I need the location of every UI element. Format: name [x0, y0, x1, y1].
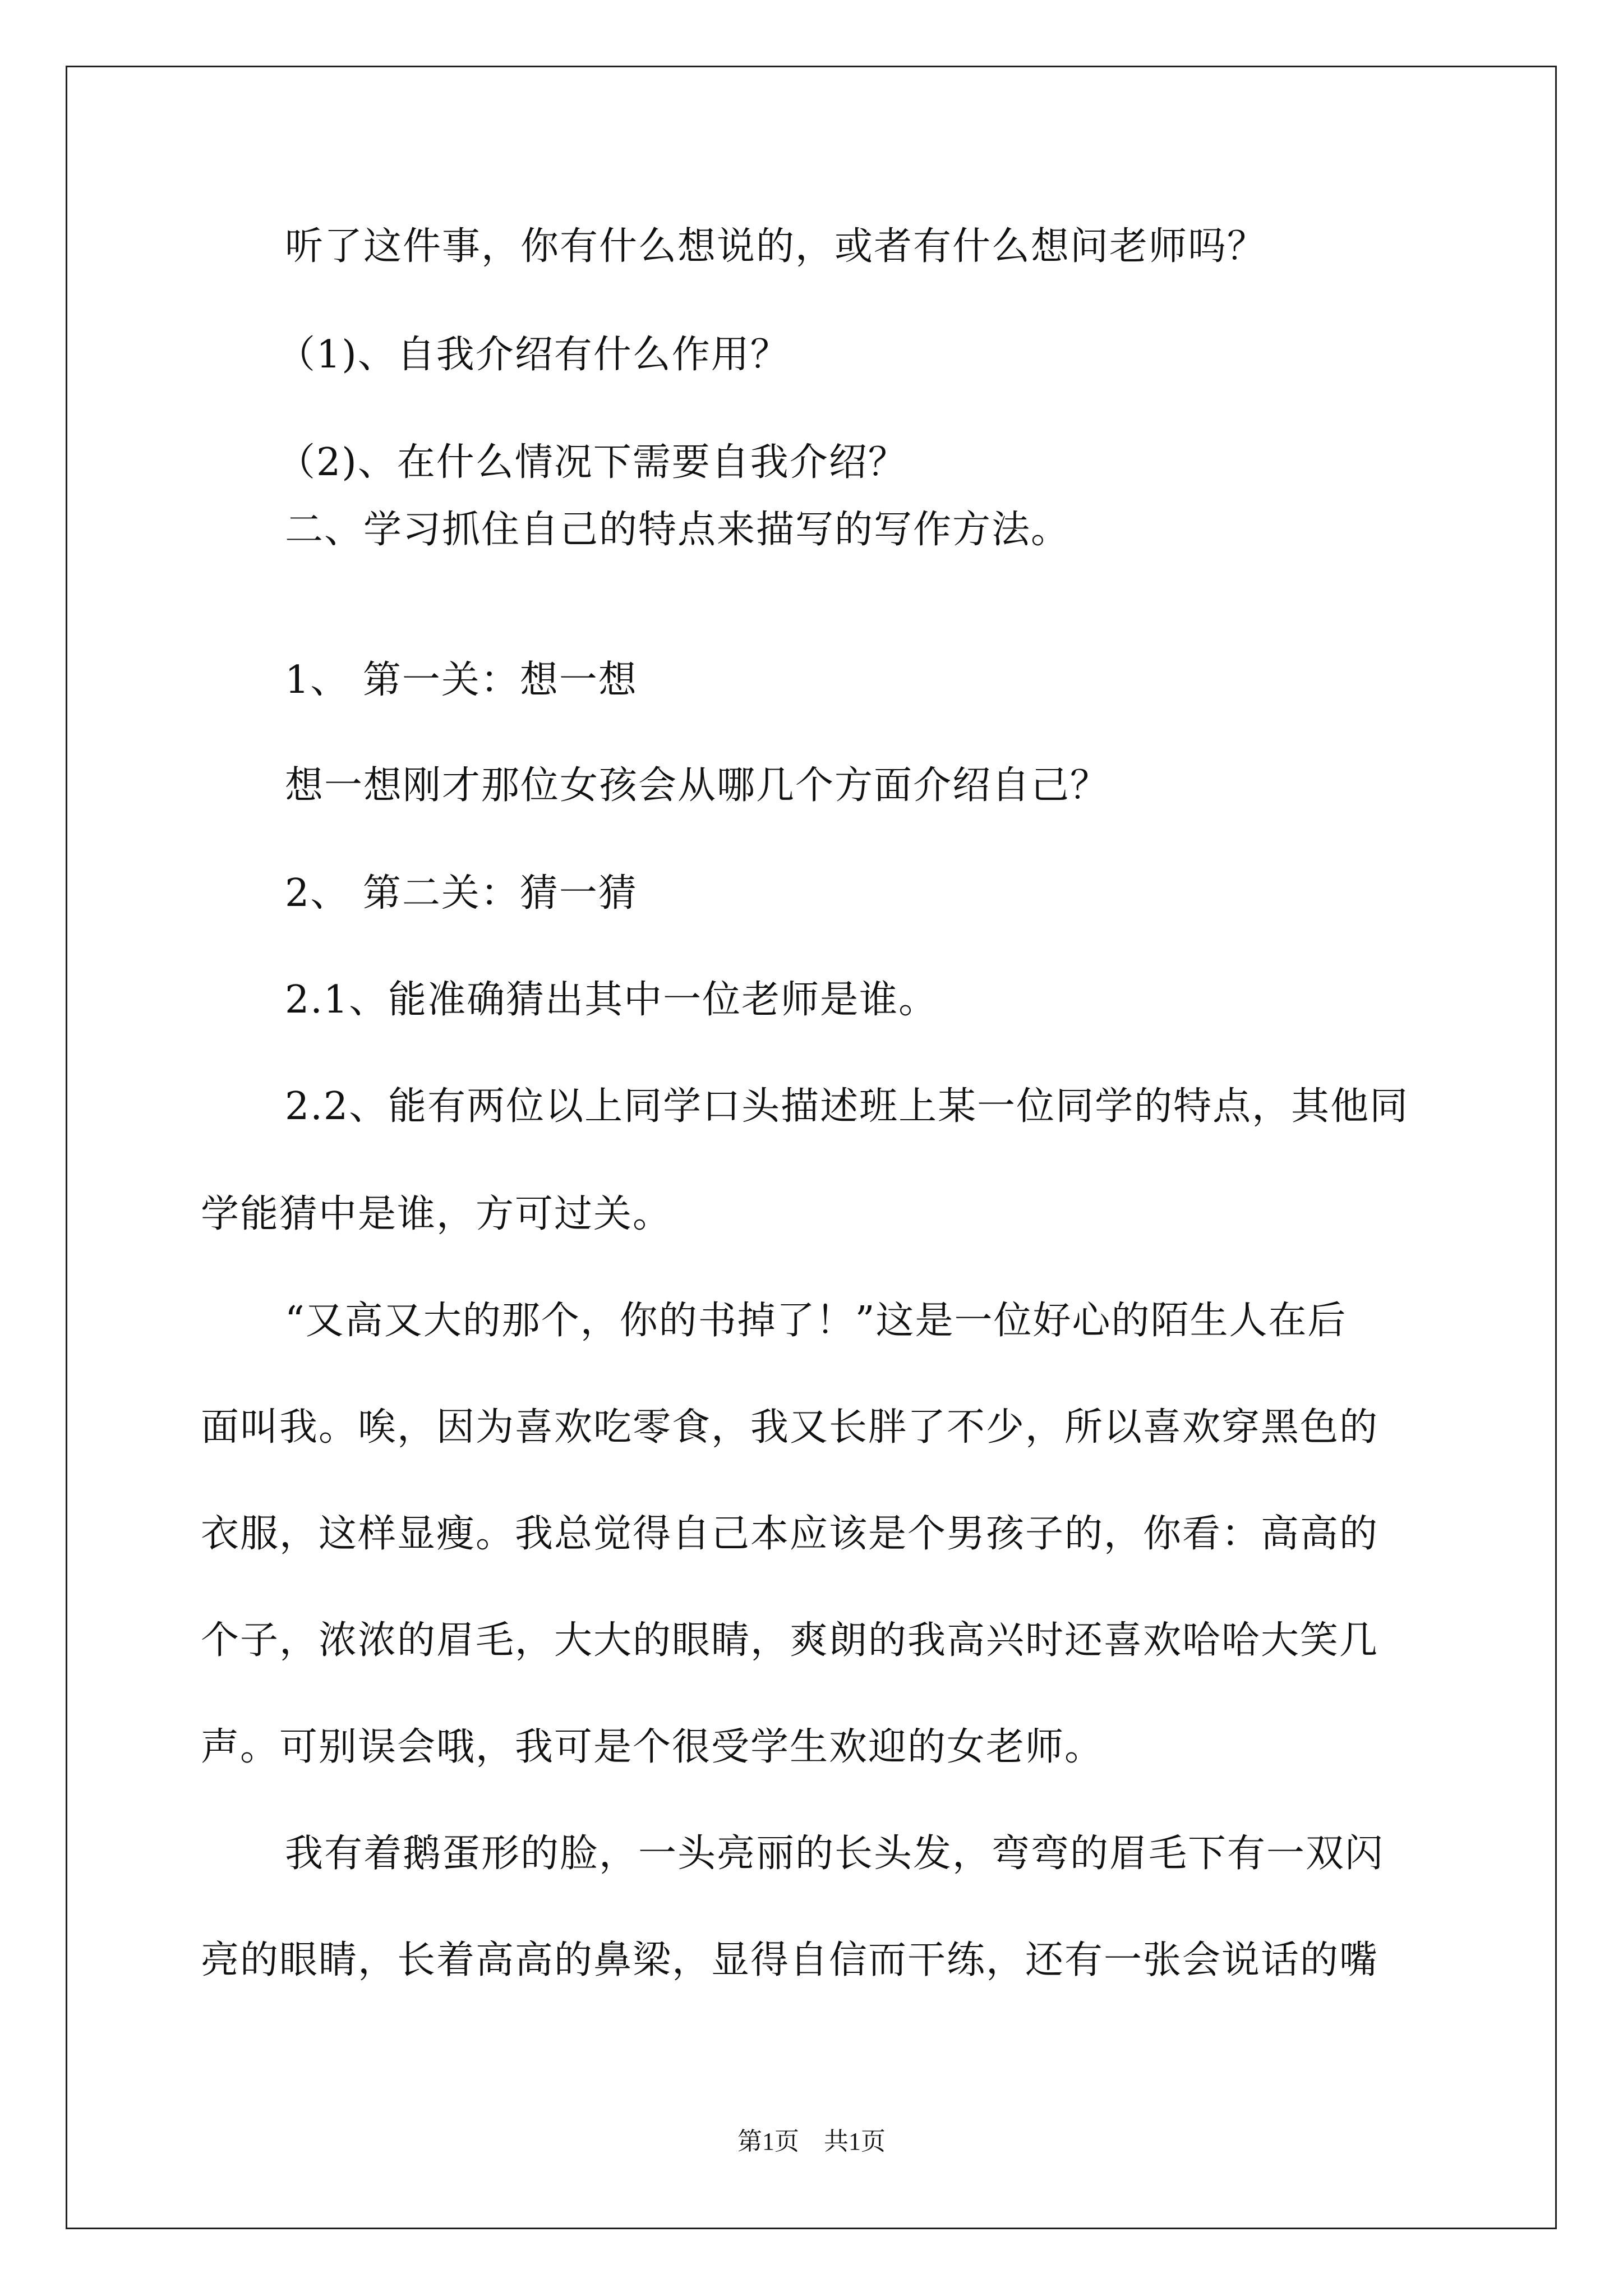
paragraph-line: 学能猜中是谁，方可过关。	[201, 1192, 672, 1236]
paragraph-line: 我有着鹅蛋形的脸，一头亮丽的长头发，弯弯的眉毛下有一双闪	[285, 1832, 1385, 1876]
paragraph-line: （2)、在什么情况下需要自我介绍？	[277, 440, 907, 485]
paragraph-line: 衣服，这样显瘦。我总觉得自己本应该是个男孩子的，你看：高高的	[201, 1512, 1379, 1556]
step-heading: 2、 第二关：猜一猜	[285, 871, 638, 915]
paragraph-line: 个子，浓浓的眉毛，大大的眼睛，爽朗的我高兴时还喜欢哈哈大笑几	[201, 1618, 1379, 1663]
section-heading: 二、学习抓住自己的特点来描写的写作方法。	[285, 508, 1071, 552]
paragraph-line: 想一想刚才那位女孩会从哪几个方面介绍自己？	[285, 763, 1110, 808]
paragraph-line: 2.1、能准确猜出其中一位老师是谁。	[285, 978, 938, 1022]
page-footer: 第1页 共1页	[737, 2128, 886, 2155]
paragraph-line: （1)、自我介绍有什么作用？	[277, 333, 790, 377]
step-heading: 1、 第一关：想一想	[285, 658, 638, 702]
paragraph-line: 听了这件事，你有什么想说的，或者有什么想问老师吗？	[285, 224, 1267, 269]
paragraph-line: 2.2、能有两位以上同学口头描述班上某一位同学的特点，其他同	[285, 1084, 1409, 1129]
paragraph-line: “又高又大的那个，你的书掉了！”这是一位好心的陌生人在后	[285, 1299, 1347, 1343]
paragraph-line: 亮的眼睛，长着高高的鼻梁，显得自信而干练，还有一张会说话的嘴	[201, 1938, 1379, 1982]
paragraph-line: 声。可别误会哦，我可是个很受学生欢迎的女老师。	[201, 1725, 1104, 1769]
page-border	[66, 66, 1557, 2229]
paragraph-line: 面叫我。唉，因为喜欢吃零食，我又长胖了不少，所以喜欢穿黑色的	[201, 1405, 1379, 1450]
